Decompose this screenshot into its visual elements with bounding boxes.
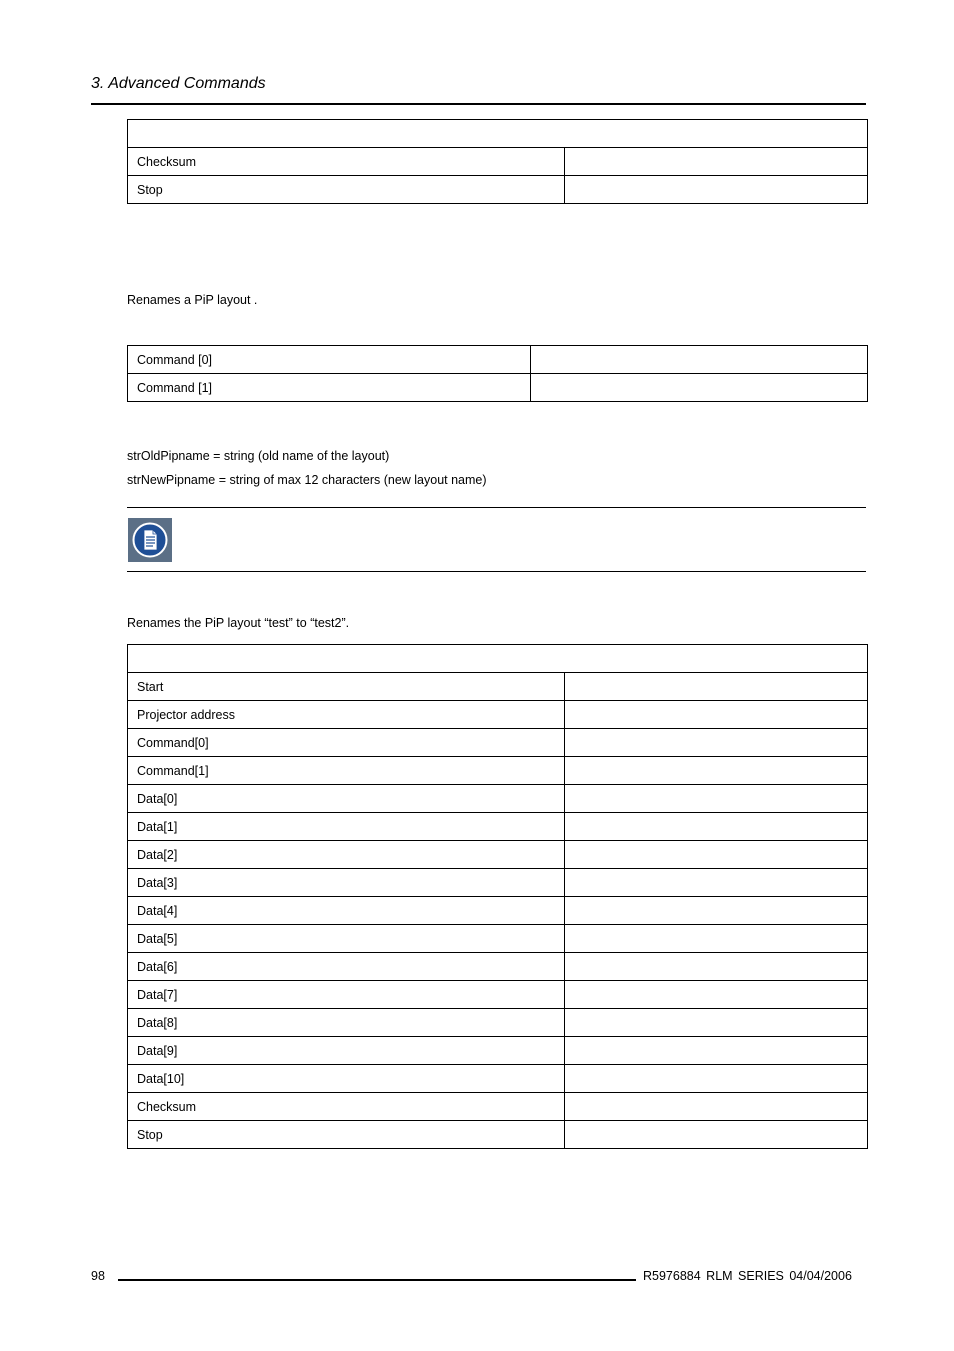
table-header-row (128, 645, 868, 673)
param-old-name: strOldPipname = string (old name of the layout) (127, 449, 390, 463)
table-row (128, 757, 868, 785)
param-new-name: strNewPipname = string of max 12 characters (new layout name) (127, 473, 487, 487)
note-bottom-rule (127, 571, 866, 572)
footer-rule (118, 1279, 636, 1281)
row-label: Data[4] (128, 897, 565, 925)
row-label: Data[9] (128, 1037, 565, 1065)
table-row (128, 981, 868, 1009)
row-label: Stop (128, 176, 565, 204)
row-label: Data[6] (128, 953, 565, 981)
row-label: Start (128, 673, 565, 701)
row-value (565, 953, 868, 981)
row-value (565, 869, 868, 897)
description-text: Renames a PiP layout . (127, 293, 258, 307)
note-document-icon (128, 518, 172, 562)
row-label: Data[10] (128, 1065, 565, 1093)
header-rule (91, 103, 866, 105)
table-row (128, 897, 868, 925)
table-row (128, 729, 868, 757)
table-row (128, 1009, 868, 1037)
example-table (127, 644, 868, 1149)
row-label: Command [1] (128, 374, 531, 402)
top-table (127, 119, 868, 204)
table-row (128, 1065, 868, 1093)
row-label: Data[0] (128, 785, 565, 813)
row-value (565, 981, 868, 1009)
row-value (565, 701, 868, 729)
row-value (565, 148, 868, 176)
row-label: Checksum (128, 1093, 565, 1121)
note-top-rule (127, 507, 866, 508)
command-table (127, 345, 868, 402)
table-row (128, 1093, 868, 1121)
page-number: 98 (91, 1269, 105, 1283)
table-row (128, 673, 868, 701)
table-row (128, 953, 868, 981)
row-value (565, 841, 868, 869)
row-value (565, 729, 868, 757)
document-reference: R5976884 RLM SERIES 04/04/2006 (643, 1269, 852, 1283)
row-value (531, 346, 868, 374)
row-value (565, 897, 868, 925)
table-header-cell (128, 120, 868, 148)
row-label: Data[2] (128, 841, 565, 869)
row-value (565, 176, 868, 204)
row-label: Projector address (128, 701, 565, 729)
row-label: Data[7] (128, 981, 565, 1009)
table-row (128, 1121, 868, 1149)
row-value (565, 1037, 868, 1065)
row-label: Data[1] (128, 813, 565, 841)
row-value (565, 1009, 868, 1037)
row-label: Command[0] (128, 729, 565, 757)
table-row (128, 841, 868, 869)
table-row (128, 1037, 868, 1065)
table-row (128, 785, 868, 813)
row-label: Data[8] (128, 1009, 565, 1037)
row-value (565, 673, 868, 701)
row-value (565, 813, 868, 841)
row-value (565, 757, 868, 785)
section-title: 3. Advanced Commands (91, 75, 266, 92)
example-description: Renames the PiP layout “test” to “test2”. (127, 616, 350, 630)
table-header-row (128, 120, 868, 148)
row-label: Checksum (128, 148, 565, 176)
table-row (128, 869, 868, 897)
table-row (128, 701, 868, 729)
row-value (531, 374, 868, 402)
table-row (128, 374, 868, 402)
row-label: Command[1] (128, 757, 565, 785)
table-row (128, 148, 868, 176)
table-header-cell (128, 645, 868, 673)
row-value (565, 1065, 868, 1093)
row-value (565, 1093, 868, 1121)
row-label: Data[5] (128, 925, 565, 953)
table-row (128, 925, 868, 953)
row-value (565, 1121, 868, 1149)
table-row (128, 176, 868, 204)
row-label: Data[3] (128, 869, 565, 897)
table-row (128, 813, 868, 841)
row-value (565, 785, 868, 813)
row-value (565, 925, 868, 953)
table-row (128, 346, 868, 374)
row-label: Stop (128, 1121, 565, 1149)
row-label: Command [0] (128, 346, 531, 374)
